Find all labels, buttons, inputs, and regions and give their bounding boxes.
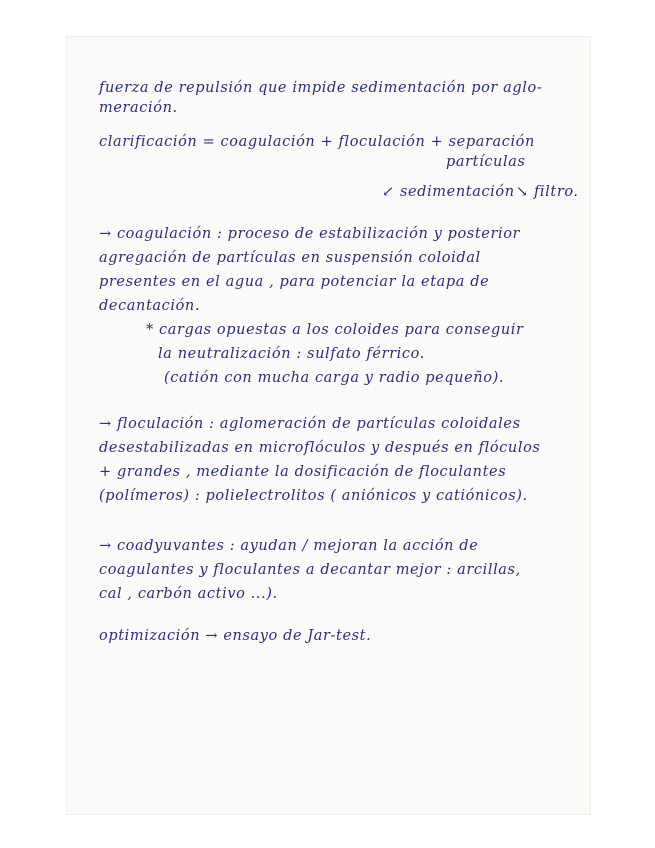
note-line: + grandes , mediante la dosificación de floculantes [99,464,507,480]
note-line: cal , carbón activo ...). [99,586,278,602]
note-line: (catión con mucha carga y radio pequeño). [164,370,505,386]
note-line: coagulantes y floculantes a decantar mejor : arcillas, [99,562,521,578]
notebook-page [66,36,591,815]
optimization-line: optimización → ensayo de Jar-test. [99,628,372,644]
note-line: ↘ filtro. [516,184,579,200]
coadjuvants-heading: → coadyuvantes : ayudan / mejoran la acción de [99,538,479,554]
note-line: partículas [446,154,526,170]
coagulation-heading: → coagulación : proceso de estabilización y posterior [99,226,521,242]
clarification-formula: clarificación = coagulación + floculación + separación [99,134,535,150]
note-line: * cargas opuestas a los coloides para conseguir [146,322,524,338]
note-line: presentes en el agua , para potenciar la etapa de [99,274,490,290]
note-line: meración. [99,100,178,116]
note-line: fuerza de repulsión que impide sedimentación por aglo- [99,80,543,96]
flocculation-heading: → floculación : aglomeración de partículas coloidales [99,416,521,432]
note-line: ↙ sedimentación [382,184,515,200]
note-line: la neutralización : sulfato férrico. [158,346,425,362]
note-line: decantación. [99,298,201,314]
note-line: desestabilizadas en microflóculos y después en flóculos [99,440,541,456]
note-line: (polímeros) : polielectrolitos ( aniónicos y catiónicos). [99,488,528,504]
note-line: agregación de partículas en suspensión coloidal [99,250,481,266]
